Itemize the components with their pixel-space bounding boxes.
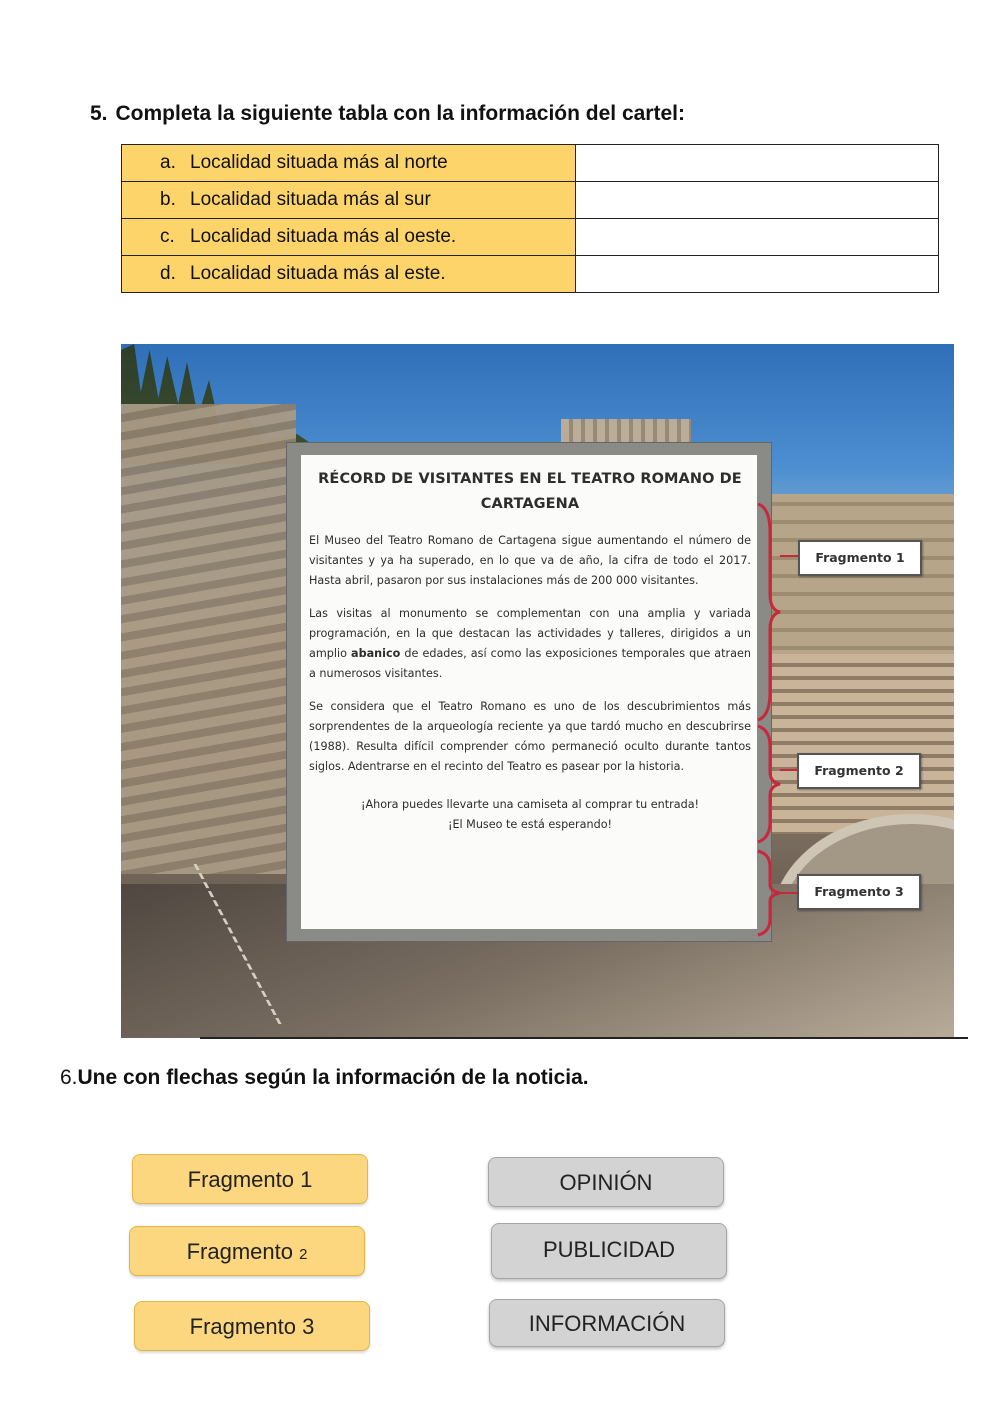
answer-cell[interactable]	[576, 219, 939, 256]
text-run: de edades, así como las exposiciones temporales que atraen a numerosos visitantes.	[309, 647, 751, 680]
question-6-title	[60, 1066, 589, 1090]
row-label-cell	[122, 256, 576, 293]
row-label-cell	[122, 219, 576, 256]
theatre-photo	[121, 344, 954, 1038]
opinion-card[interactable]: OPINIÓN	[488, 1157, 724, 1207]
poster-sheet	[301, 455, 757, 929]
row-label: Localidad situada más al norte	[190, 152, 448, 173]
text-run: Las visitas al monumento se complementan con una amplia y variada programación, en la que destacan las actividades y talleres, dirigidos a un amplio	[309, 607, 751, 660]
poster-title-line: CARTAGENA	[480, 496, 580, 512]
row-label: Localidad situada más al oeste.	[190, 226, 457, 247]
fragment-3-text	[309, 795, 751, 835]
question-number: 6.	[60, 1066, 78, 1089]
row-letter: c.	[160, 226, 175, 247]
fragment-3-label: Fragmento 3	[797, 874, 921, 910]
table-row	[122, 182, 939, 219]
fragment-2-label: Fragmento 2	[797, 753, 921, 789]
question-text: Une con flechas según la información de la noticia.	[77, 1066, 589, 1089]
answer-cell[interactable]	[576, 182, 939, 219]
question-text: Completa la siguiente tabla con la información del cartel:	[115, 102, 685, 125]
fragment-2-card[interactable]	[129, 1226, 365, 1276]
answer-table	[121, 144, 939, 293]
table-row	[122, 219, 939, 256]
information-card[interactable]: INFORMACIÓN	[489, 1299, 725, 1347]
stone-seating-left	[121, 404, 296, 874]
fragment-1-text: El Museo del Teatro Romano de Cartagena sigue aumentando el número de visitantes y ya ha superado, en lo que va de año, la cifra de todo el 2017. Hasta abril, pasaron por sus instalaciones más de 200 000 visitantes.	[309, 534, 751, 587]
divider-line	[200, 1037, 968, 1039]
fragment-1-label: Fragmento 1	[798, 540, 922, 576]
fragment-1-card[interactable]: Fragmento 1	[132, 1154, 368, 1204]
card-number: 2	[299, 1246, 308, 1263]
fragment-2-text: Se considera que el Teatro Romano es uno de los descubrimientos más sorprendentes de la arqueología reciente ya que tardó mucho en descubrirse (1988). Resulta difícil comprender cómo permaneció oculto durante tantos siglos. Adentrarse en el recinto del Teatro es pasear por la historia.	[309, 700, 751, 773]
fragment-1-text-b	[309, 604, 751, 684]
promo-line: ¡El Museo te está esperando!	[447, 818, 613, 831]
bold-word: abanico	[351, 647, 401, 660]
row-label: Localidad situada más al sur	[190, 189, 431, 210]
poster-title	[309, 467, 751, 517]
brace-connector-lines	[776, 544, 801, 904]
advertising-card[interactable]: PUBLICIDAD	[491, 1223, 727, 1279]
row-letter: b.	[160, 189, 176, 210]
answer-cell[interactable]	[576, 256, 939, 293]
row-label: Localidad situada más al este.	[190, 263, 446, 284]
poster-title-line: RÉCORD DE VISITANTES EN EL TEATRO ROMANO DE	[318, 471, 742, 487]
question-5-title	[90, 102, 685, 126]
row-label-cell	[122, 182, 576, 219]
answer-cell[interactable]	[576, 145, 939, 182]
row-letter: d.	[160, 263, 176, 284]
question-number: 5.	[90, 102, 108, 125]
row-letter: a.	[160, 152, 176, 173]
fragment-3-card[interactable]: Fragmento 3	[134, 1301, 370, 1351]
card-text: Fragmento	[186, 1239, 300, 1264]
news-poster	[286, 442, 772, 942]
table-row	[122, 256, 939, 293]
promo-line: ¡Ahora puedes llevarte una camiseta al comprar tu entrada!	[360, 798, 700, 811]
table-row	[122, 145, 939, 182]
row-label-cell	[122, 145, 576, 182]
